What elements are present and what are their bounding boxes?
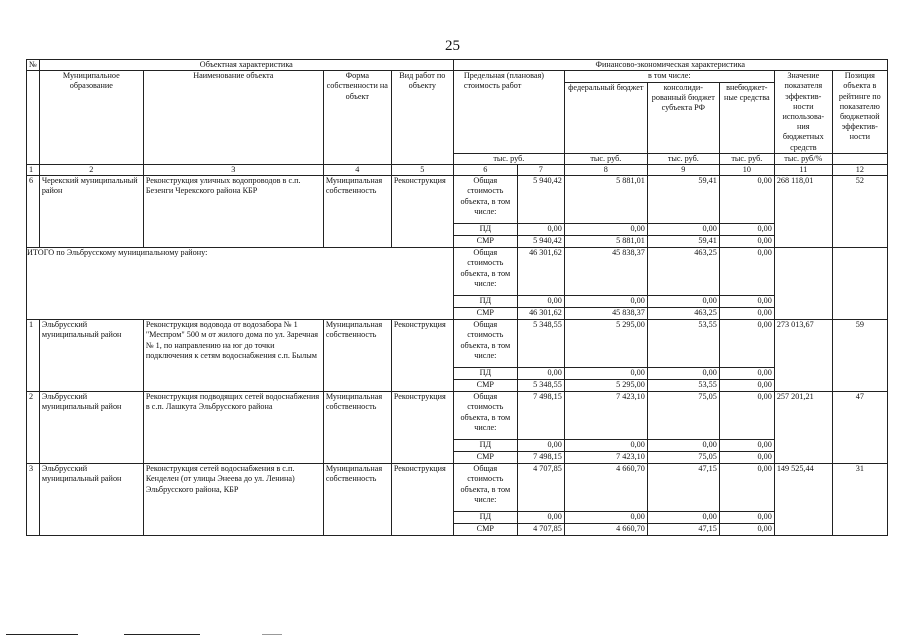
footer-rule	[262, 634, 282, 635]
row-total-consolidated: 53,55	[647, 320, 719, 368]
col-num: 2	[39, 165, 143, 176]
row-total-consolidated: 47,15	[647, 464, 719, 512]
table-row	[27, 392, 888, 440]
row-object-name: Реконструкция подводящих сетей водоснабжения в с.п. Лашкута Эльбрусского района	[143, 392, 323, 464]
col-num: 10	[719, 165, 774, 176]
row-total-label: Общая стоимость объекта, в том числе:	[453, 176, 517, 224]
row-municipal: Эльбрусский муниципальный район	[39, 464, 143, 536]
subtotal-total-extrabudget: 0,00	[719, 248, 774, 296]
row-total-consolidated: 75,05	[647, 392, 719, 440]
row-ownership: Муниципальная собственность	[323, 320, 391, 392]
pd-consolidated: 0,00	[647, 512, 719, 524]
footer-rule	[6, 634, 78, 635]
subtotal-total-federal: 45 838,37	[564, 248, 647, 296]
col-num: 7	[517, 165, 564, 176]
row-indicator: 149 525,44	[774, 464, 832, 536]
row-total-federal: 7 423,10	[564, 392, 647, 440]
pd-label: ПД	[453, 224, 517, 236]
smr-federal: 5 881,01	[564, 236, 647, 248]
col-num: 6	[453, 165, 517, 176]
pd-cost: 0,00	[517, 440, 564, 452]
smr-cost: 5 940,42	[517, 236, 564, 248]
smr-label: СМР	[453, 380, 517, 392]
pd-consolidated: 0,00	[647, 224, 719, 236]
smr-extrabudget: 0,00	[719, 308, 774, 320]
smr-federal: 5 295,00	[564, 380, 647, 392]
row-municipal: Черекский муниципальный район	[39, 176, 143, 248]
footer-rule	[124, 634, 200, 635]
pd-extrabudget: 0,00	[719, 440, 774, 452]
table-row	[27, 464, 888, 512]
smr-federal: 7 423,10	[564, 452, 647, 464]
row-num: 1	[27, 320, 40, 392]
row-indicator: 273 013,67	[774, 320, 832, 392]
row-object-name: Реконструкция уличных водопроводов в с.п. Безенги Черекского района КБР	[143, 176, 323, 248]
pd-cost: 0,00	[517, 512, 564, 524]
row-total-cost: 7 498,15	[517, 392, 564, 440]
row-ownership: Муниципальная собственность	[323, 392, 391, 464]
row-num: 6	[27, 176, 40, 248]
row-work-type: Реконструкция	[391, 320, 453, 392]
pd-label: ПД	[453, 296, 517, 308]
unit-extrabudget: тыс. руб.	[719, 153, 774, 164]
table-row	[27, 176, 888, 224]
pd-extrabudget: 0,00	[719, 368, 774, 380]
row-total-cost: 4 707,85	[517, 464, 564, 512]
col-num: 9	[647, 165, 719, 176]
column-number-row	[27, 165, 888, 176]
row-rank: 52	[832, 176, 887, 248]
header-consolidated: консолиди-рованный бюджет субъекта РФ	[647, 82, 719, 153]
smr-cost: 4 707,85	[517, 524, 564, 536]
row-total-cost: 5 348,55	[517, 320, 564, 368]
row-total-label: Общая стоимость объекта, в том числе:	[453, 392, 517, 440]
row-total-extrabudget: 0,00	[719, 392, 774, 440]
row-total-extrabudget: 0,00	[719, 320, 774, 368]
row-object-name: Реконструкция сетей водоснабжения в с.п. Кенделен (от улицы Энеева до ул. Ленина) Эльбрусского района, КБР	[143, 464, 323, 536]
investment-table	[26, 59, 888, 536]
smr-extrabudget: 0,00	[719, 380, 774, 392]
pd-federal: 0,00	[564, 296, 647, 308]
header-ownership: Форма собственности на объект	[323, 71, 391, 165]
smr-federal: 4 660,70	[564, 524, 647, 536]
smr-consolidated: 47,15	[647, 524, 719, 536]
smr-consolidated: 59,41	[647, 236, 719, 248]
unit-indicator: тыс. руб/%	[774, 153, 832, 164]
row-municipal: Эльбрусский муниципальный район	[39, 392, 143, 464]
pd-cost: 0,00	[517, 224, 564, 236]
row-work-type: Реконструкция	[391, 464, 453, 536]
unit-cost: тыс. руб.	[453, 153, 564, 164]
header-indicator: Значение показателя эффектив-ности использова-ния бюджетных средств	[774, 71, 832, 154]
row-total-extrabudget: 0,00	[719, 464, 774, 512]
row-total-cost: 5 940,42	[517, 176, 564, 224]
smr-consolidated: 53,55	[647, 380, 719, 392]
smr-cost: 46 301,62	[517, 308, 564, 320]
col-num: 8	[564, 165, 647, 176]
smr-consolidated: 75,05	[647, 452, 719, 464]
header-federal: федеральный бюджет	[564, 82, 647, 153]
row-total-consolidated: 59,41	[647, 176, 719, 224]
col-num: 5	[391, 165, 453, 176]
header-including: в том числе:	[564, 71, 774, 82]
row-object-name: Реконструкция водовода от водозабора № 1 "Меспром" 500 м от жилого дома по ул. Заречная № 1, по направлению на юг до точки подключения к сетям водоснабжения с.п. Былым	[143, 320, 323, 392]
pd-cost: 0,00	[517, 296, 564, 308]
pd-federal: 0,00	[564, 368, 647, 380]
row-rank: 47	[832, 392, 887, 464]
pd-consolidated: 0,00	[647, 296, 719, 308]
page-number: 25	[445, 38, 460, 54]
row-rank: 59	[832, 320, 887, 392]
col-num: 3	[143, 165, 323, 176]
row-indicator: 268 118,01	[774, 176, 832, 248]
subtotal-total-label: Общая стоимость объекта, в том числе:	[453, 248, 517, 296]
row-ownership: Муниципальная собственность	[323, 176, 391, 248]
row-work-type: Реконструкция	[391, 392, 453, 464]
pd-federal: 0,00	[564, 440, 647, 452]
pd-label: ПД	[453, 512, 517, 524]
subtotal-total-cost: 46 301,62	[517, 248, 564, 296]
header-planned-cost: Предельная (плановая) стоимость работ	[453, 71, 564, 154]
pd-cost: 0,00	[517, 368, 564, 380]
row-total-federal: 5 881,01	[564, 176, 647, 224]
row-total-label: Общая стоимость объекта, в том числе:	[453, 320, 517, 368]
header-num: №	[27, 60, 40, 71]
row-total-label: Общая стоимость объекта, в том числе:	[453, 464, 517, 512]
pd-label: ПД	[453, 368, 517, 380]
row-num: 3	[27, 464, 40, 536]
row-rank: 31	[832, 464, 887, 536]
header-object-char: Объектная характеристика	[39, 60, 453, 71]
header-fin-char: Финансово-экономическая характеристика	[453, 60, 887, 71]
pd-label: ПД	[453, 440, 517, 452]
smr-label: СМР	[453, 452, 517, 464]
pd-consolidated: 0,00	[647, 440, 719, 452]
smr-label: СМР	[453, 308, 517, 320]
col-num: 12	[832, 165, 887, 176]
row-municipal: Эльбрусский муниципальный район	[39, 320, 143, 392]
col-num: 11	[774, 165, 832, 176]
row-ownership: Муниципальная собственность	[323, 464, 391, 536]
pd-extrabudget: 0,00	[719, 224, 774, 236]
smr-cost: 7 498,15	[517, 452, 564, 464]
col-num: 1	[27, 165, 40, 176]
row-total-extrabudget: 0,00	[719, 176, 774, 224]
smr-extrabudget: 0,00	[719, 452, 774, 464]
smr-cost: 5 348,55	[517, 380, 564, 392]
smr-extrabudget: 0,00	[719, 236, 774, 248]
subtotal-total-consolidated: 463,25	[647, 248, 719, 296]
smr-label: СМР	[453, 524, 517, 536]
header-municipal: Муниципальное образование	[39, 71, 143, 165]
smr-label: СМР	[453, 236, 517, 248]
col-num: 4	[323, 165, 391, 176]
row-total-federal: 4 660,70	[564, 464, 647, 512]
subtotal-label: ИТОГО по Эльбрусскому муниципальному району:	[27, 248, 454, 320]
pd-consolidated: 0,00	[647, 368, 719, 380]
header-object-name: Наименование объекта	[143, 71, 323, 165]
row-num: 2	[27, 392, 40, 464]
row-work-type: Реконструкция	[391, 176, 453, 248]
unit-federal: тыс. руб.	[564, 153, 647, 164]
header-rank: Позиция объекта в рейтинге по показателю бюджетной эффектив-ности	[832, 71, 887, 154]
subtotal-row	[27, 248, 888, 296]
smr-extrabudget: 0,00	[719, 524, 774, 536]
smr-federal: 45 838,37	[564, 308, 647, 320]
pd-federal: 0,00	[564, 512, 647, 524]
header-work-type: Вид работ по объекту	[391, 71, 453, 165]
row-indicator: 257 201,21	[774, 392, 832, 464]
row-total-federal: 5 295,00	[564, 320, 647, 368]
table-row	[27, 320, 888, 368]
header-extrabudget: внебюджет-ные средства	[719, 82, 774, 153]
smr-consolidated: 463,25	[647, 308, 719, 320]
pd-extrabudget: 0,00	[719, 512, 774, 524]
unit-consolidated: тыс. руб.	[647, 153, 719, 164]
pd-extrabudget: 0,00	[719, 296, 774, 308]
pd-federal: 0,00	[564, 224, 647, 236]
